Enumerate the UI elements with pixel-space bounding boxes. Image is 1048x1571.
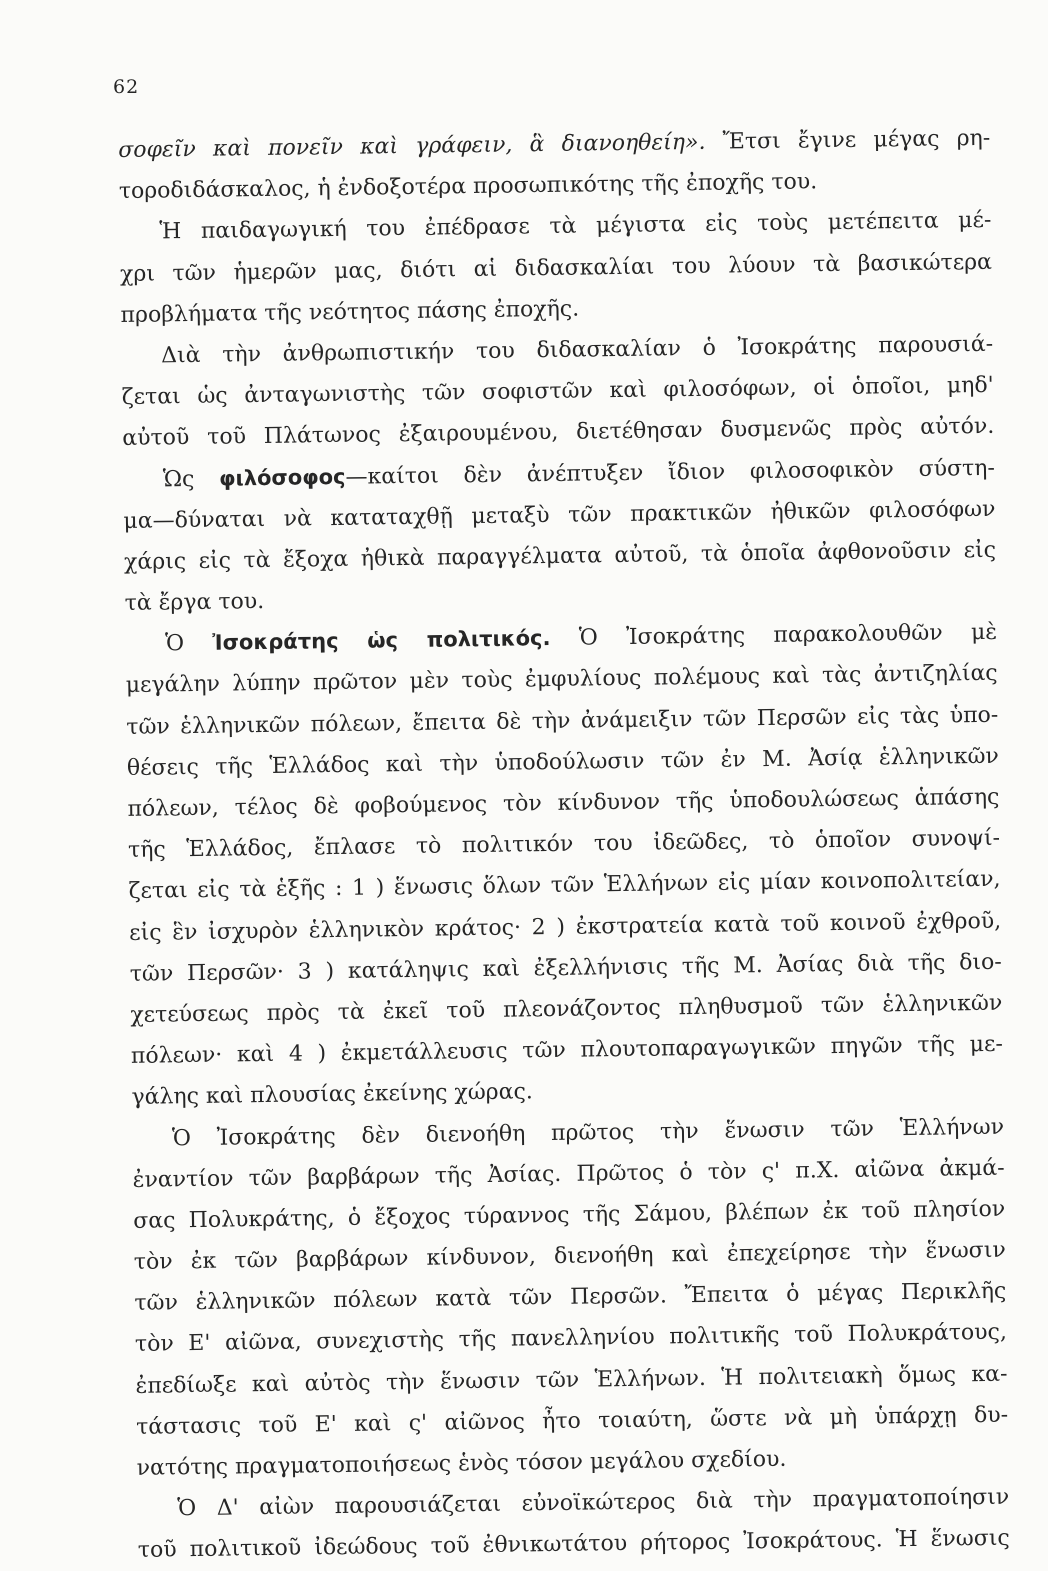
text-segment: χετεύσεως πρὸς τὰ ἐκεῖ τοῦ πλεονάζοντος πληθυσμοῦ τῶν ἑλληνικῶν: [130, 990, 1003, 1028]
bold-heading: φιλόσοφος: [218, 464, 346, 491]
text-segment: τῶν ἑλληνικῶν πόλεων κατὰ τῶν Περσῶν. Ἔπειτα ὁ μέγας Περικλῆς: [134, 1278, 1007, 1317]
text-segment: τὰ ἔργα του.: [124, 589, 265, 617]
text-segment: γάλης καὶ πλουσίας ἐκείνης χώρας.: [131, 1079, 533, 1111]
text-segment: —καίτοι δὲν ἀνέπτυξεν ἴδιον φιλοσοφικὸν σύστη-: [345, 455, 995, 490]
text-segment: νατότης πραγματοποιήσεως ἑνὸς τόσον μεγάλου σχεδίου.: [136, 1446, 787, 1481]
text-segment: Ὁ Ἰσοκράτης δὲν διενοήθη πρῶτος τὴν ἕνωσιν τῶν Ἑλλήνων: [171, 1114, 1005, 1151]
text-segment: ἐναντίον τῶν βαρβάρων τῆς Ἀσίας. Πρῶτος ὁ τὸν ς' π.Χ. αἰῶνα ἀκμά-: [132, 1155, 1005, 1193]
bold-heading: Ἰσοκράτης ὡς πολιτικός.: [212, 626, 551, 655]
text-segment: εἰς ἓν ἰσχυρὸν ἑλληνικὸν κράτος· 2 ) ἐκστρατεία κατὰ τοῦ κοινοῦ ἐχθροῦ,: [129, 908, 1002, 946]
text-segment: ζεται εἰς τὰ ἑξῆς : 1 ) ἕνωσις ὅλων τῶν Ἑλλήνων εἰς μίαν κοινοπολιτείαν,: [128, 867, 1001, 905]
italic-quote: σοφεῖν καὶ πονεῖν καὶ γράφειν, ἃ διανοηθείη».: [118, 129, 706, 163]
text-segment: χρι τῶν ἡμερῶν μας, διότι αἱ διδασκαλίαι του λύουν τὰ βασικώτερα: [119, 249, 993, 287]
text-segment: προβλήματα τῆς νεότητος πάσης ἐποχῆς.: [120, 296, 580, 328]
text-segment: Διὰ τὴν ἀνθρωπιστικήν του διδασκαλίαν ὁ Ἰσοκράτης παρουσιά-: [160, 331, 994, 369]
text-segment: Ἔτσι ἔγινε μέγας ρη-: [705, 125, 991, 155]
text-segment: τοῦ πολιτικοῦ ἰδεώδους τοῦ ἐθνικωτάτου ρήτορος Ἰσοκράτους. Ἡ ἕνωσις: [137, 1526, 1010, 1564]
text-segment: τῶν ἑλληνικῶν πόλεων, ἔπειτα δὲ τὴν ἀνάμειξιν τῶν Περσῶν εἰς τὰς ὑπο-: [126, 702, 999, 740]
text-segment: μα—δύναται νὰ καταταχθῇ μεταξὺ τῶν πρακτικῶν ἠθικῶν φιλοσόφων: [123, 496, 996, 534]
text-segment: αὐτοῦ τοῦ Πλάτωνος ἐξαιρουμένου, διετέθησαν δυσμενῶς πρὸς αὐτόν.: [122, 414, 995, 452]
text-segment: χάρις εἰς τὰ ἔξοχα ἠθικὰ παραγγέλματα αὐτοῦ, τὰ ὁποῖα ἀφθονοῦσιν εἰς: [123, 537, 997, 575]
text-segment: μεγάλην λύπην πρῶτον μὲν τοὺς ἐμφυλίους πολέμους καὶ τὰς ἀντιζηλίας: [125, 661, 998, 699]
text-segment: τῆς Ἑλλάδος, ἔπλασε τὸ πολιτικόν του ἰδεῶδες, τὸ ὁποῖον συνοψί-: [127, 825, 1001, 864]
text-segment: σας Πολυκράτης, ὁ ἔξοχος τύραννος τῆς Σάμου, βλέπων ἐκ τοῦ πλησίον: [133, 1196, 1006, 1234]
text-segment: Ὡς: [162, 466, 220, 492]
text-segment: ἐπεδίωξε καὶ αὐτὸς τὴν ἕνωσιν τῶν Ἑλλήνων. Ἡ πολιτειακὴ ὅμως κα-: [135, 1361, 1008, 1399]
text-segment: Ὁ Δ' αἰὼν παρουσιάζεται εὐνοϊκώτερος διὰ τὴν πραγματοποίησιν: [177, 1484, 1010, 1522]
text-segment: Ἡ παιδαγωγική του ἐπέδρασε τὰ μέγιστα εἰς τοὺς μετέπειτα μέ-: [159, 208, 992, 245]
text-segment: τοροδιδάσκαλος, ἡ ἐνδοξοτέρα προσωπικότης τῆς ἐποχῆς του.: [118, 169, 818, 205]
text-segment: Ὁ Ἰσοκράτης παρακολουθῶν μὲ: [550, 620, 998, 652]
text-segment: πόλεων, τέλος δὲ φοβούμενος τὸν κίνδυνον τῆς ὑποδουλώσεως ἁπάσης: [127, 784, 1000, 822]
text-segment: θέσεις τῆς Ἑλλάδος καὶ τὴν ὑποδούλωσιν τῶν ἐν Μ. Ἀσίᾳ ἑλληνικῶν: [126, 743, 1000, 781]
text-segment: τὸν ἐκ τῶν βαρβάρων κίνδυνον, διενοήθη καὶ ἐπεχείρησε τὴν ἕνωσιν: [133, 1237, 1006, 1275]
text-segment: πόλεων· καὶ 4 ) ἐκμετάλλευσις τῶν πλουτοπαραγωγικῶν πηγῶν τῆς με-: [130, 1031, 1004, 1070]
body-text: [118, 118, 1010, 1571]
page-number: 62: [113, 76, 140, 98]
text-segment: ζεται ὡς ἀνταγωνιστὴς τῶν σοφιστῶν καὶ φιλοσόφων, οἱ ὁποῖοι, μηδ': [121, 372, 994, 411]
text-segment: τὸν Ε' αἰῶνα, συνεχιστὴς τῆς πανελληνίου πολιτικῆς τοῦ Πολυκράτους,: [134, 1320, 1008, 1358]
text-segment: τῶν Περσῶν· 3 ) κατάληψις καὶ ἐξελλήνισις τῆς Μ. Ἀσίας διὰ τῆς διο-: [129, 949, 1002, 987]
text-segment: τάστασις τοῦ Ε' καὶ ς' αἰῶνος ἦτο τοιαύτη, ὥστε νὰ μὴ ὑπάρχῃ δυ-: [135, 1402, 1009, 1440]
text-segment: Ὁ: [165, 630, 213, 657]
